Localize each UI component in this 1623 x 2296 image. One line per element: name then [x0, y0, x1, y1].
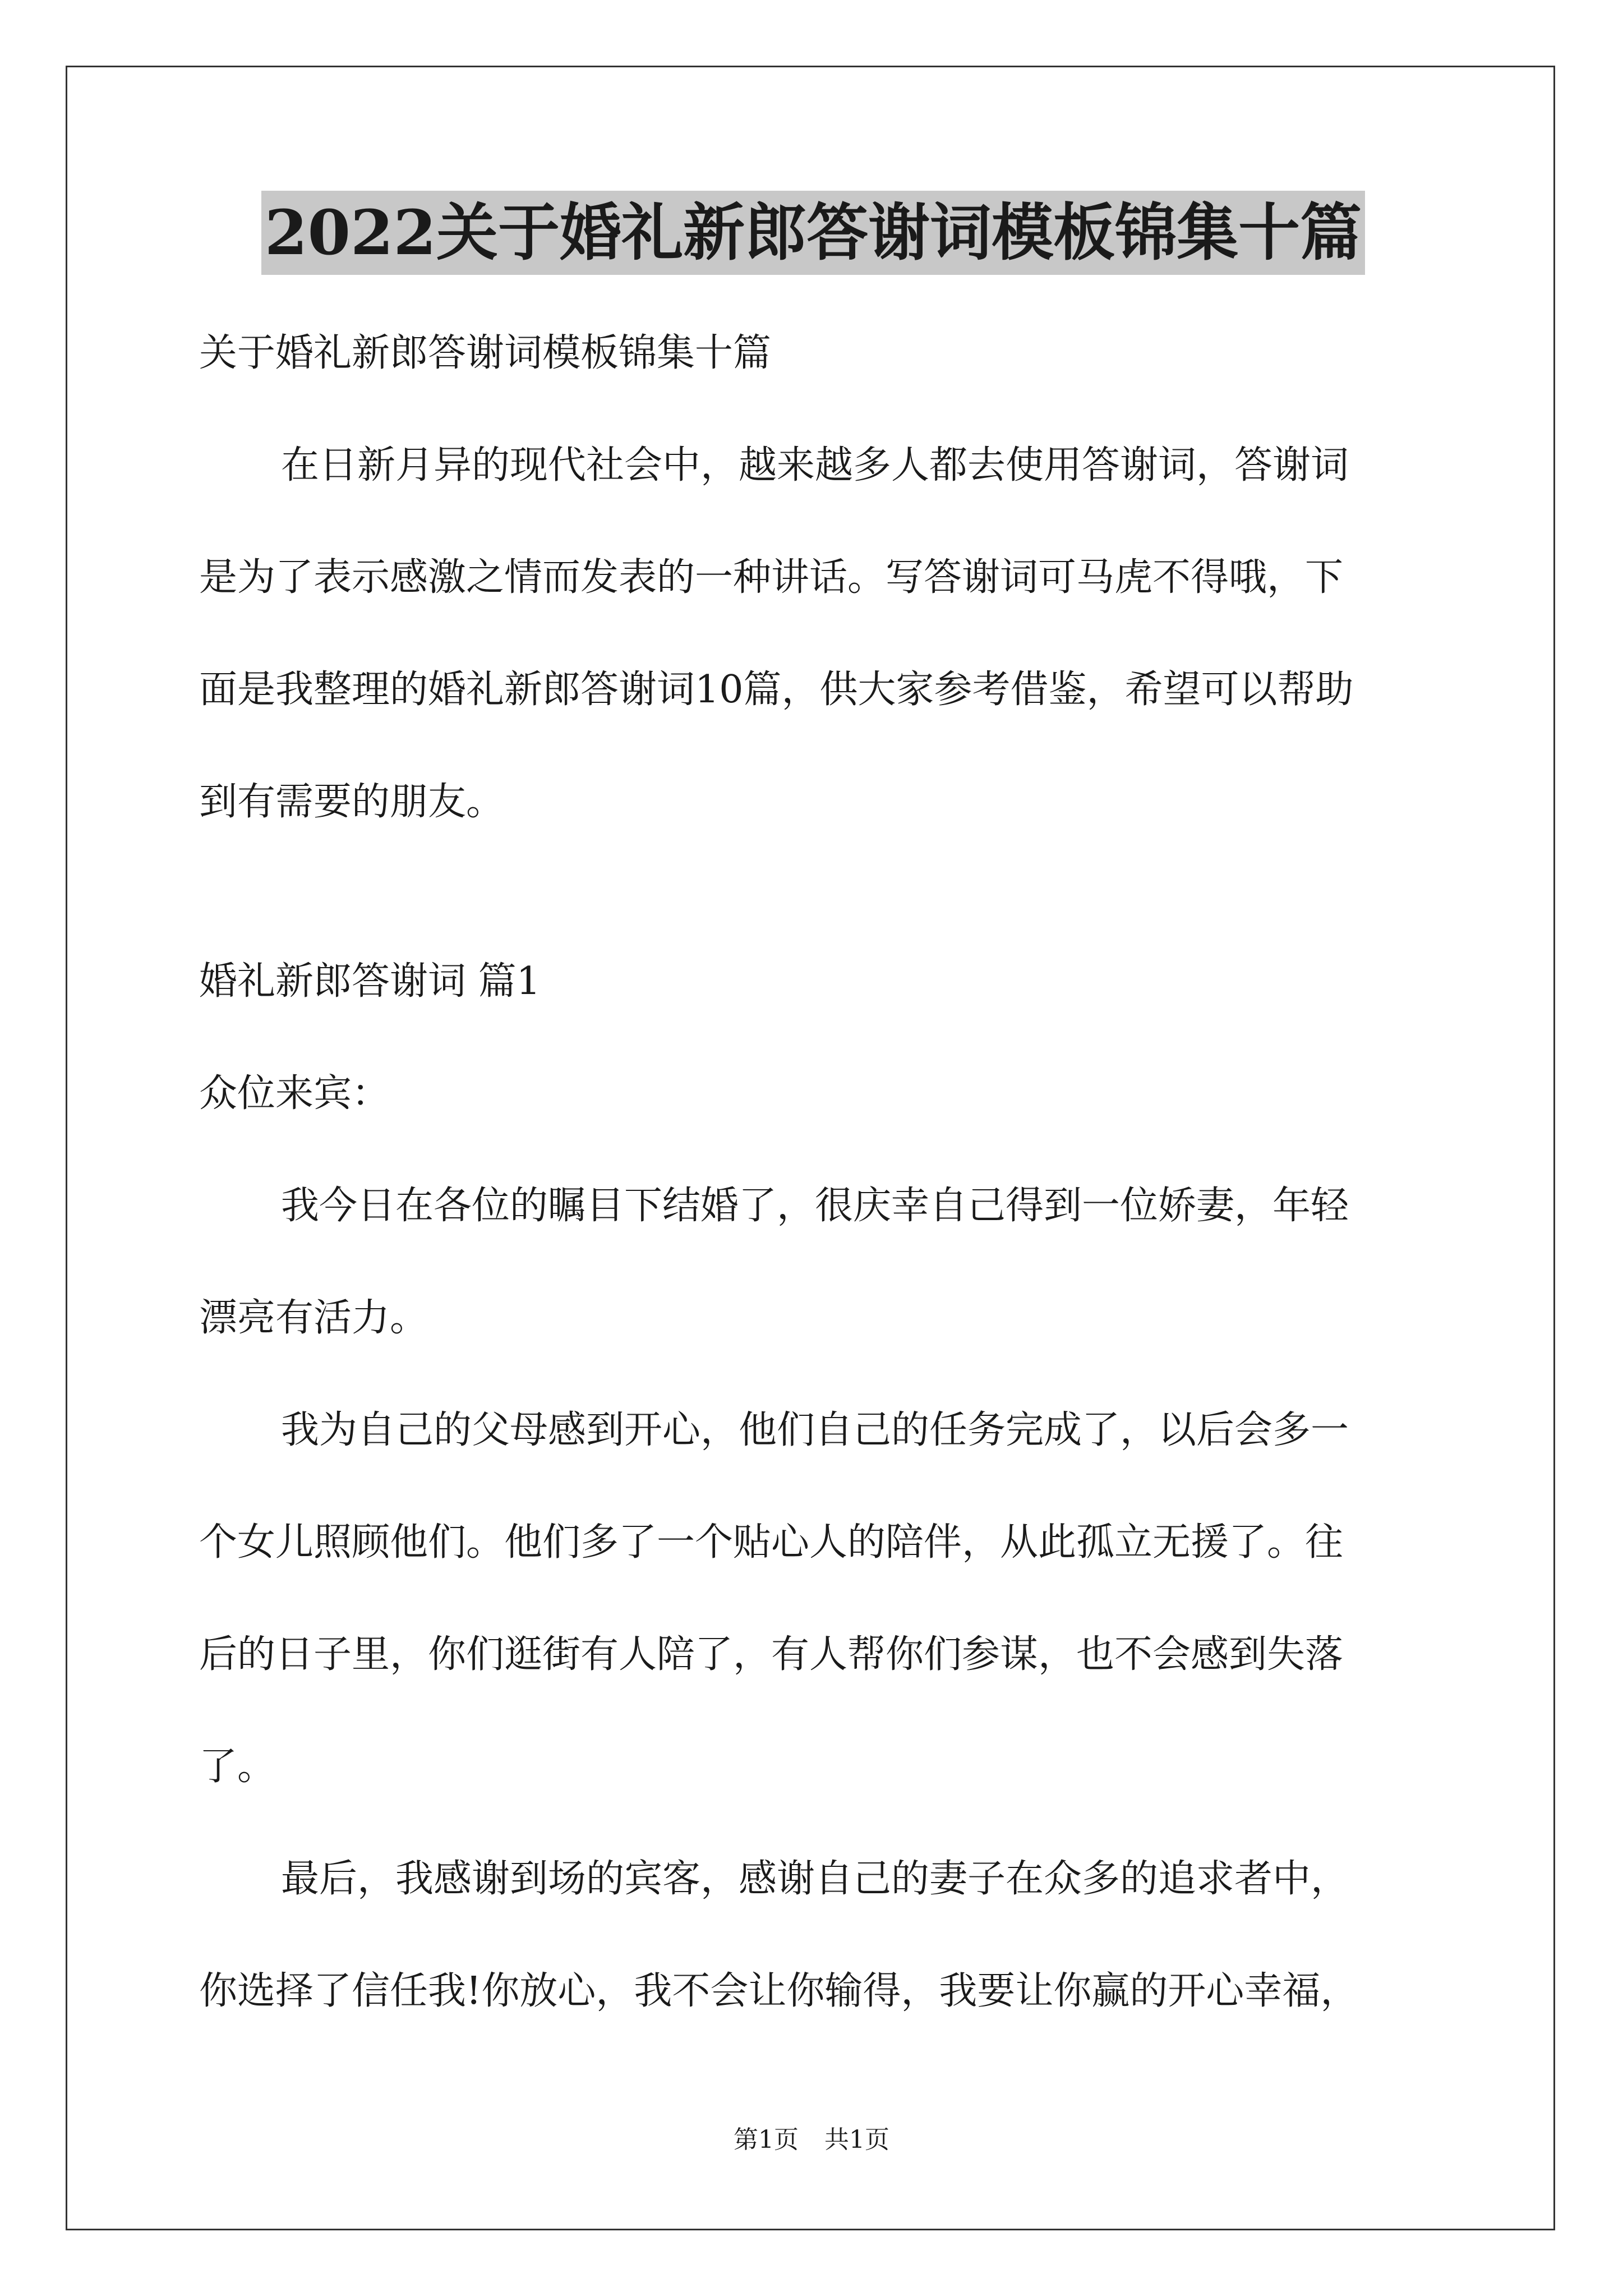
paragraph-line: 最后，我感谢到场的宾客，感谢自己的妻子在众多的追求者中， [281, 1857, 1349, 1901]
intro-line: 面是我整理的婚礼新郎答谢词10篇，供大家参考借鉴，希望可以帮助 [199, 668, 1354, 712]
paragraph-line: 个女儿照顾他们。他们多了一个贴心人的陪伴，从此孤立无援了。往 [199, 1520, 1344, 1565]
document-title [199, 191, 1427, 275]
page-number: 第1页 [734, 2125, 799, 2154]
section-heading: 婚礼新郎答谢词 篇1 [199, 959, 541, 1004]
paragraph-line: 了。 [199, 1745, 276, 1789]
page-total: 共1页 [824, 2125, 889, 2154]
paragraph-line: 你选择了信任我!你放心，我不会让你输得，我要让你赢的开心幸福， [199, 1969, 1359, 2013]
document-subtitle: 关于婚礼新郎答谢词模板锦集十篇 [199, 331, 772, 375]
page-footer [0, 2123, 1623, 2157]
paragraph-line: 我今日在各位的瞩目下结婚了，很庆幸自己得到一位娇妻，年轻 [281, 1184, 1349, 1228]
intro-line: 在日新月异的现代社会中，越来越多人都去使用答谢词，答谢词 [281, 443, 1349, 487]
paragraph-line: 我为自己的父母感到开心，他们自己的任务完成了，以后会多一 [281, 1408, 1349, 1452]
document-title-text: 2022关于婚礼新郎答谢词模板锦集十篇 [261, 191, 1365, 275]
intro-line: 是为了表示感激之情而发表的一种讲话。写答谢词可马虎不得哦，下 [199, 555, 1344, 600]
document-body [199, 191, 1427, 2047]
salutation: 众位来宾： [199, 1071, 390, 1116]
paragraph-line: 漂亮有活力。 [199, 1296, 428, 1340]
paragraph-line: 后的日子里，你们逛街有人陪了，有人帮你们参谋，也不会感到失落 [199, 1632, 1344, 1677]
intro-line: 到有需要的朋友。 [199, 780, 505, 824]
